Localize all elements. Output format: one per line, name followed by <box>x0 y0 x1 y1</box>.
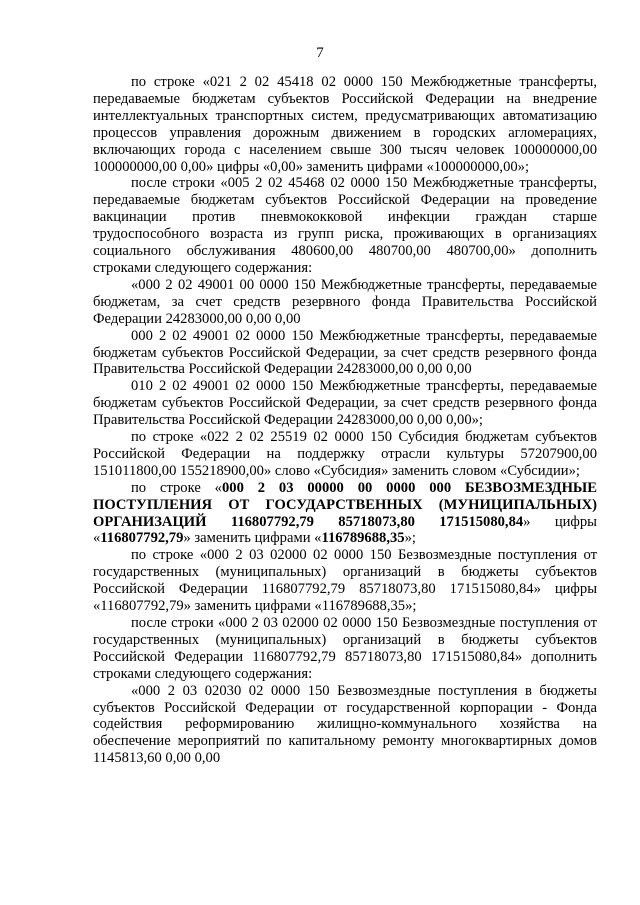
paragraph: после строки «000 2 03 02000 02 0000 150 Безвозмездные поступления от государственных (муниципальных) организаций в бюджеты субъектов Российской Федерации 116807792,79 85718073,80 171515080,84» дополнить строками следующего содержания: <box>93 615 597 682</box>
bold-row-text: 000 2 03 00000 00 0000 000 БЕЗВОЗМЕЗДНЫЕ ПОСТУПЛЕНИЯ ОТ ГОСУДАРСТВЕННЫХ (МУНИЦИПАЛЬНЫХ) ОРГАНИЗАЦИЙ 116807792,79 85718073,80 171515080,84 <box>93 479 597 530</box>
paragraph-text: » цифры « <box>93 513 597 547</box>
page-number: 7 <box>316 45 324 61</box>
paragraph: 010 2 02 49001 02 0000 150 Межбюджетные трансферты, передаваемые бюджетам субъектов Российской Федерации, за счет средств резервного фонда Правительства Российской Федерации 24283000,00 0,00 0,00»; <box>93 378 597 429</box>
paragraph: «000 2 03 02030 02 0000 150 Безвозмездные поступления в бюджеты субъектов Российской Федерации от государственной корпорации - Фонда содействия реформированию жилищно-коммунального хозяйства на обеспечение мероприятий по капитальному ремонту многоквартирных домов 1145813,60 0,00 0,00 <box>93 682 597 767</box>
paragraph-text: по строке « <box>131 479 222 496</box>
bold-new-value: 116789688,35 <box>321 530 405 547</box>
bold-amendment-paragraph <box>93 480 597 548</box>
paragraph: по строке «021 2 02 45418 02 0000 150 Межбюджетные трансферты, передаваемые бюджетам субъектов Российской Федерации на внедрение интеллектуальных транспортных систем, предусматривающих автоматизацию процессов управления дорожным движением в городских агломерациях, включающих города с населением свыше 300 тысяч человек 100000000,00 100000000,00 0,00» цифры «0,00» заменить цифрами «100000000,00»; <box>93 74 597 175</box>
bold-old-value: 116807792,79 <box>100 530 184 547</box>
document-body <box>93 74 597 767</box>
paragraph-text: » заменить цифрами « <box>183 530 322 547</box>
paragraph: по строке «022 2 02 25519 02 0000 150 Субсидия бюджетам субъектов Российской Федерации на поддержку отрасли культуры 57207900,00 151011800,00 155218900,00» слово «Субсидия» заменить словом «Субсидии»; <box>93 429 597 479</box>
paragraph: по строке «000 2 03 02000 02 0000 150 Безвозмездные поступления от государственных (муниципальных) организаций в бюджеты субъектов Российской Федерации 116807792,79 85718073,80 171515080,84» цифры «116807792,79» заменить цифрами «116789688,35»; <box>93 547 597 615</box>
paragraph: «000 2 02 49001 00 0000 150 Межбюджетные трансферты, передаваемые бюджетам, за счет средств резервного фонда Правительства Российской Федерации 24283000,00 0,00 0,00 <box>93 276 597 327</box>
paragraph-text: »; <box>404 530 416 547</box>
paragraph: после строки «005 2 02 45468 02 0000 150 Межбюджетные трансферты, передаваемые бюджетам субъектов Российской Федерации на проведение вакцинации против пневмококковой инфекции граждан старше трудоспособного возраста из групп риска, проживающих в организациях социального обслуживания 480600,00 480700,00 480700,00» дополнить строками следующего содержания: <box>93 175 597 276</box>
paragraph: 000 2 02 49001 02 0000 150 Межбюджетные трансферты, передаваемые бюджетам субъектов Российской Федерации, за счет средств резервного фонда Правительства Российской Федерации 24283000,00 0,00 0,00 <box>93 327 597 378</box>
